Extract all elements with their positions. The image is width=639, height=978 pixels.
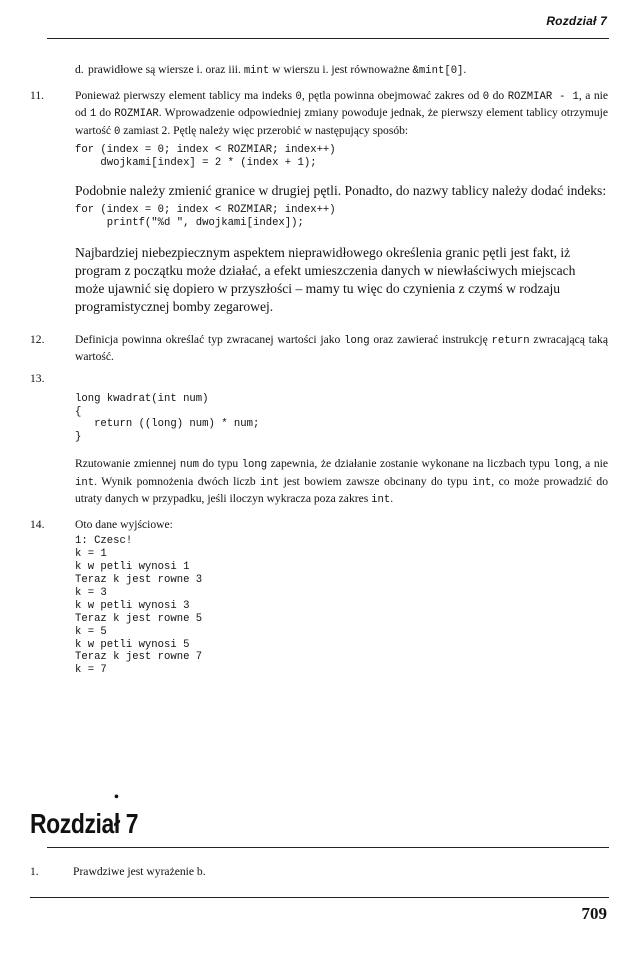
code-inline: int xyxy=(75,476,95,489)
code-inline: ROZMIAR xyxy=(114,108,159,121)
code-inline: return xyxy=(491,334,530,347)
answer-text: . xyxy=(463,63,467,76)
code-inline: &mint[0] xyxy=(412,65,464,77)
code-inline: 0 xyxy=(295,90,302,103)
answers-section xyxy=(30,62,608,677)
code-inline: ROZMIAR - 1 xyxy=(507,90,579,103)
text: do typu xyxy=(198,456,242,470)
page-number: 709 xyxy=(581,904,607,923)
code-inline: int xyxy=(371,494,391,507)
answer-text: prawidłowe są wiersze i. oraz iii. xyxy=(88,63,244,76)
answer-text: Prawdziwe jest wyrażenie b. xyxy=(73,865,206,878)
item-number: 11. xyxy=(30,88,45,102)
text: Definicja powinna określać typ zwracanej wartości jako xyxy=(75,332,345,346)
text: do xyxy=(489,88,508,102)
text: zapewnia, że działanie zostanie wykonane na liczbach typu xyxy=(267,456,554,470)
answer-d xyxy=(30,62,608,80)
code-inline: long xyxy=(344,334,370,347)
code-block: for (index = 0; index < ROZMIAR; index++) printf("%d ", dwojkami[index]); xyxy=(75,203,336,229)
item-number: 1. xyxy=(30,865,39,878)
answer-11 xyxy=(30,88,608,170)
item-number: 12. xyxy=(30,332,45,346)
code-inline: 0 xyxy=(113,125,121,138)
answer-13-text xyxy=(75,456,608,509)
code-inline: long xyxy=(553,458,579,471)
code-inline: int xyxy=(472,476,492,489)
answer-14 xyxy=(30,517,608,678)
decorative-dot: • xyxy=(114,790,119,805)
text: , a nie od xyxy=(75,88,608,120)
answer-text: w wierszu i. jest równoważne xyxy=(269,63,413,76)
text: , a nie xyxy=(578,456,608,470)
text: do xyxy=(96,106,115,120)
text: . Wprowadzenie odpowiedniej zmiany powoduje jednak, że pierwszy element tablicy otrzymuje wartość xyxy=(75,106,608,137)
answer-14-text: Oto dane wyjściowe: xyxy=(75,517,173,531)
text: zamiast 2. Pętlę należy więc przerobić w następujący sposób: xyxy=(120,123,409,137)
header-rule xyxy=(47,38,609,39)
code-block: for (index = 0; index < ROZMIAR; index++) dwojkami[index] = 2 * (index + 1); xyxy=(75,144,336,170)
item-letter: d. xyxy=(75,63,84,76)
output-block: 1: Czesc! k = 1 k w petli wynosi 1 Teraz k jest rowne 3 k = 3 k w petli wynosi 3 Teraz k jest rowne 5 k = 5 k w petli wynosi 5 Teraz k jest rowne 7 k = 7 xyxy=(75,535,203,677)
answer-13 xyxy=(30,371,608,509)
code-inline: int xyxy=(260,476,280,489)
code-block: long kwadrat(int num) { return ((long) num) * num; } xyxy=(75,392,260,444)
answer-12-text xyxy=(75,332,608,365)
text: jest bowiem zawsze obcinany do typu xyxy=(279,474,473,488)
item-number: 13. xyxy=(30,371,45,385)
chapter-title: Rozdział 7 xyxy=(30,808,139,839)
text: . Wynik pomnożenia dwóch liczb xyxy=(94,474,261,488)
code-inline: num xyxy=(179,458,199,471)
code-inline: 1 xyxy=(89,108,97,121)
text: oraz zawierać instrukcję xyxy=(369,332,492,346)
text: , co może prowadzić do utraty danych w przypadku, jeśli iloczyn wykracza poza zakres xyxy=(75,474,609,506)
item-number: 14. xyxy=(30,517,45,531)
code-inline: mint xyxy=(243,65,270,77)
chapter-7-answer-1 xyxy=(30,864,608,880)
answer-11-paragraph xyxy=(75,88,608,141)
answer-11-warning: Najbardziej niebezpiecznym aspektem nieprawidłowego określenia granic pętli jest fakt, iż program z początku może działać, a efekt umieszczenia danych w niewłaściwych miejscach może ujawnić się dopiero w przyszłości – mamy tu więc do czynienia z czymś w rodzaju programistycznej bomby zegarowej. xyxy=(75,244,576,314)
chapter-rule xyxy=(47,847,609,848)
text: Ponieważ pierwszy element tablicy ma indeks xyxy=(75,88,296,102)
text: . xyxy=(390,492,394,506)
footer-rule xyxy=(30,897,609,898)
code-inline: long xyxy=(241,458,268,471)
running-header: Rozdział 7 xyxy=(546,14,607,28)
answer-11-note: Podobnie należy zmienić granice w drugiej pętli. Ponadto, do nazwy tablicy należy dodać indeks: xyxy=(75,182,607,198)
text: , pętla powinna obejmować zakres od xyxy=(301,88,483,102)
text: Rzutowanie zmiennej xyxy=(75,456,180,470)
code-inline: 0 xyxy=(482,90,490,103)
text: zwracającą taką wartość. xyxy=(75,332,608,364)
answer-12 xyxy=(30,332,608,365)
